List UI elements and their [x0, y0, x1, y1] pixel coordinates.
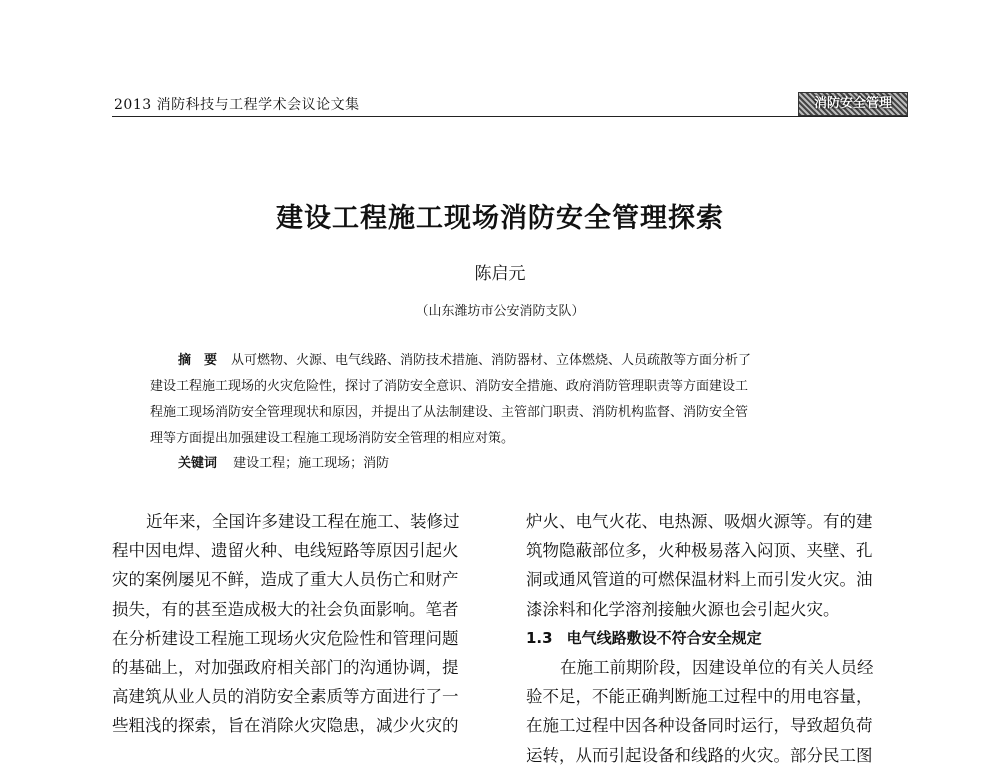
body-line: 损失，有的甚至造成极大的社会负面影响。笔者: [112, 599, 459, 619]
paper-title: 建设工程施工现场消防安全管理探索: [276, 203, 724, 234]
body-line: 洞或通风管道的可燃保温材料上而引发火灾。油: [526, 570, 873, 590]
body-line: 在分析建设工程施工现场火灾危险性和管理问题: [112, 628, 459, 648]
section-logo: 消防安全管理: [798, 92, 908, 116]
keywords-text: 建设工程；施工现场；消防: [233, 456, 390, 471]
body-line: 的基础上，对加强政府相关部门的沟通协调，提: [112, 658, 459, 678]
body-column-right: [526, 507, 906, 770]
body-line: 灾的案例屡见不鲜，造成了重大人员伤亡和财产: [112, 570, 459, 590]
body-line: 漆涂料和化学溶剂接触火源也会引起火灾。: [526, 599, 840, 619]
section-number: 1.3: [526, 628, 553, 647]
running-title: 2013 消防科技与工程学术会议论文集: [114, 97, 360, 113]
body-line: 程中因电焊、遗留火种、电线短路等原因引起火: [112, 541, 459, 561]
body-line: 高建筑从业人员的消防安全素质等方面进行了一: [112, 687, 459, 707]
body-line: 炉火、电气火花、电热源、吸烟火源等。有的建: [526, 512, 873, 531]
keywords-block: [178, 452, 389, 471]
abstract-label: 摘 要: [178, 353, 218, 368]
abstract-line: [150, 348, 872, 374]
abstract-line: 建设工程施工现场的火灾危险性，探讨了消防安全意识、消防安全措施、政府消防管理职责等方面建设工: [150, 379, 749, 394]
body-line: 在施工前期阶段，因建设单位的有关人员经: [560, 658, 874, 678]
abstract-line: 理等方面提出加强建设工程施工现场消防安全管理的相应对策。: [150, 431, 515, 446]
abstract-text: 从可燃物、火源、电气线路、消防技术措施、消防器材、立体燃烧、人员疏散等方面分析了: [231, 353, 752, 368]
body-line: 近年来，全国许多建设工程在施工、装修过: [146, 512, 460, 531]
running-header: [112, 94, 908, 117]
paper-author: 陈启元: [474, 264, 526, 284]
abstract-block: [150, 348, 872, 452]
keywords-label: 关键词: [178, 456, 218, 471]
body-column-left: [112, 507, 492, 741]
body-line: 些粗浅的探索，旨在消除火灾隐患，减少火灾的: [112, 716, 459, 736]
section-title: 电气线路敷设不符合安全规定: [566, 628, 762, 647]
abstract-line: 程施工现场消防安全管理现状和原因，并提出了从法制建设、主管部门职责、消防机构监督、消防安全管: [150, 405, 749, 420]
body-line: 运转，从而引起设备和线路的火灾。部分民工图: [526, 745, 873, 765]
body-line: 在施工过程中因各种设备同时运行，导致超负荷: [526, 716, 873, 736]
section-heading: [526, 624, 906, 653]
body-line: 筑物隐蔽部位多，火种极易落入闷顶、夹壁、孔: [526, 541, 873, 561]
body-line: 验不足，不能正确判断施工过程中的用电容量，: [526, 687, 873, 707]
paper-affiliation: （山东潍坊市公安消防支队）: [415, 304, 585, 319]
